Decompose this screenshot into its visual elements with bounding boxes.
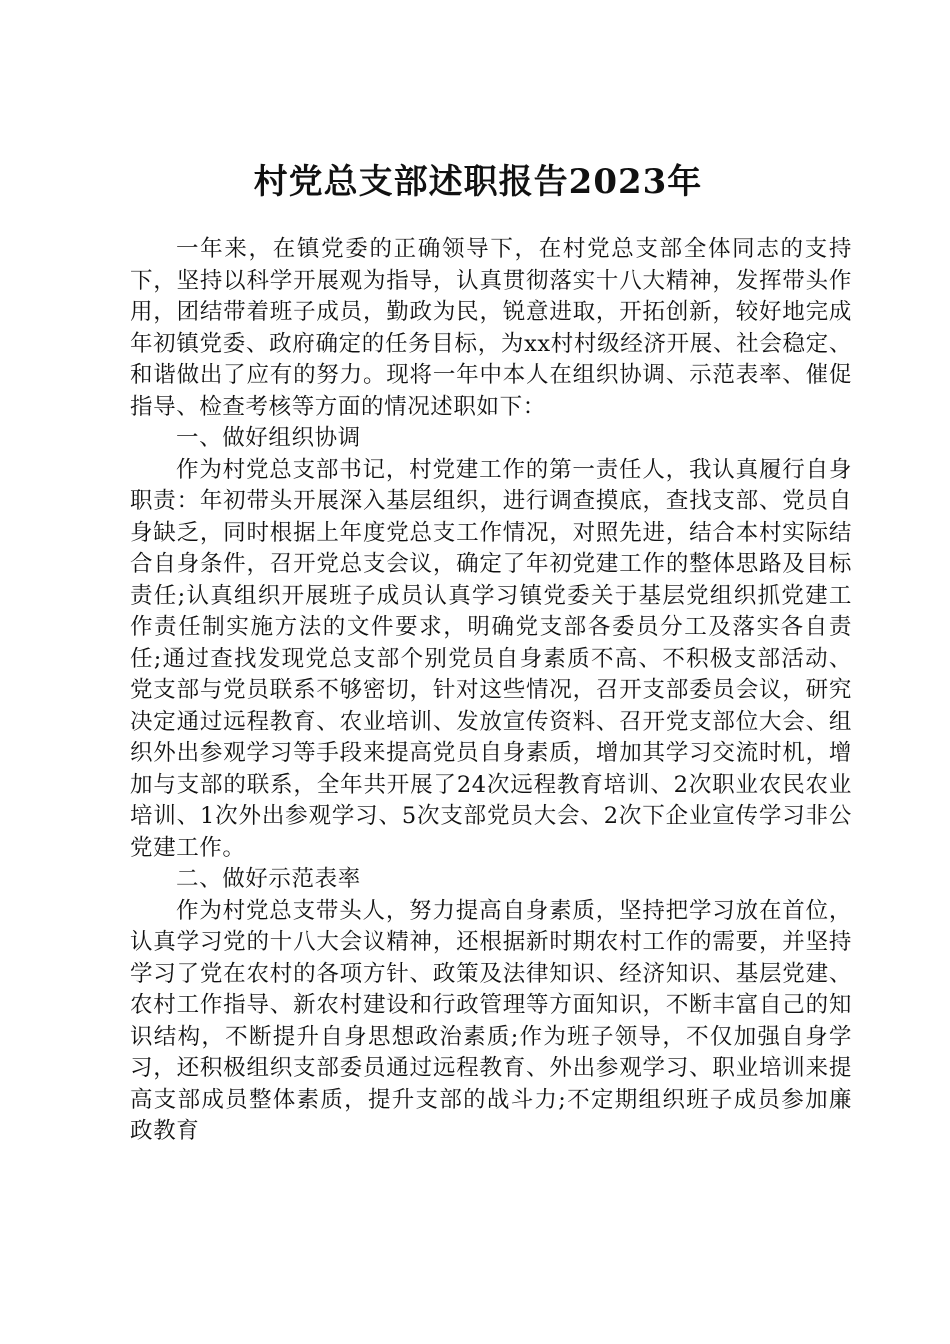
document-title: 村党总支部述职报告2023年 bbox=[253, 162, 703, 202]
section-paragraph-2: 作为村党总支带头人，努力提高自身素质，坚持把学习放在首位，认真学习党的十八大会议精神，还根据新时期农村工作的需要，并坚持学习了党在农村的各项方针、政策及法律知识、经济知识、基层党建、农村工作指导、新农村建设和行政管理等方面知识，不断丰富自己的知识结构，不断提升自身思想政治素质;作为班子领导，不仅加强自身学习，还积极组织支部委员通过远程教育、外出参观学习、职业培训来提高支部成员整体素质，提升支部的战斗力;不定期组织班子成员参加廉政教育 bbox=[130, 897, 852, 1144]
section-paragraph-1: 作为村党总支部书记，村党建工作的第一责任人，我认真履行自身职责：年初带头开展深入基层组织，进行调查摸底，查找支部、党员自身缺乏，同时根据上年度党总支工作情况，对照先进，结合本村实际结合自身条件，召开党总支会议，确定了年初党建工作的整体思路及目标责任;认真组织开展班子成员认真学习镇党委关于基层党组织抓党建工作责任制实施方法的文件要求，明确党支部各委员分工及落实各自责任;通过查找发现党总支部个别党员自身素质不高、不积极支部活动、党支部与党员联系不够密切，针对这些情况，召开支部委员会议，研究决定通过远程教育、农业培训、发放宣传资料、召开党支部位大会、组织外出参观学习等手段来提高党员自身素质，增加其学习交流时机，增加与支部的联系，全年共开展了24次远程教育培训、2次职业农民农业培训、1次外出参观学习、5次支部党员大会、2次下企业宣传学习非公党建工作。 bbox=[130, 456, 852, 861]
section-heading-1: 一、做好组织协调 bbox=[176, 425, 361, 451]
intro-paragraph: 一年来，在镇党委的正确领导下，在村党总支部全体同志的支持下，坚持以科学开展观为指导，认真贯彻落实十八大精神，发挥带头作用，团结带着班子成员，勤政为民，锐意进取，开拓创新，较好地完成年初镇党委、政府确定的任务目标，为xx村村级经济开展、社会稳定、和谐做出了应有的努力。现将一年中本人在组织协调、示范表率、催促指导、检查考核等方面的情况述职如下： bbox=[130, 236, 852, 420]
section-heading-2: 二、做好示范表率 bbox=[176, 866, 361, 892]
document-body bbox=[130, 234, 852, 1148]
